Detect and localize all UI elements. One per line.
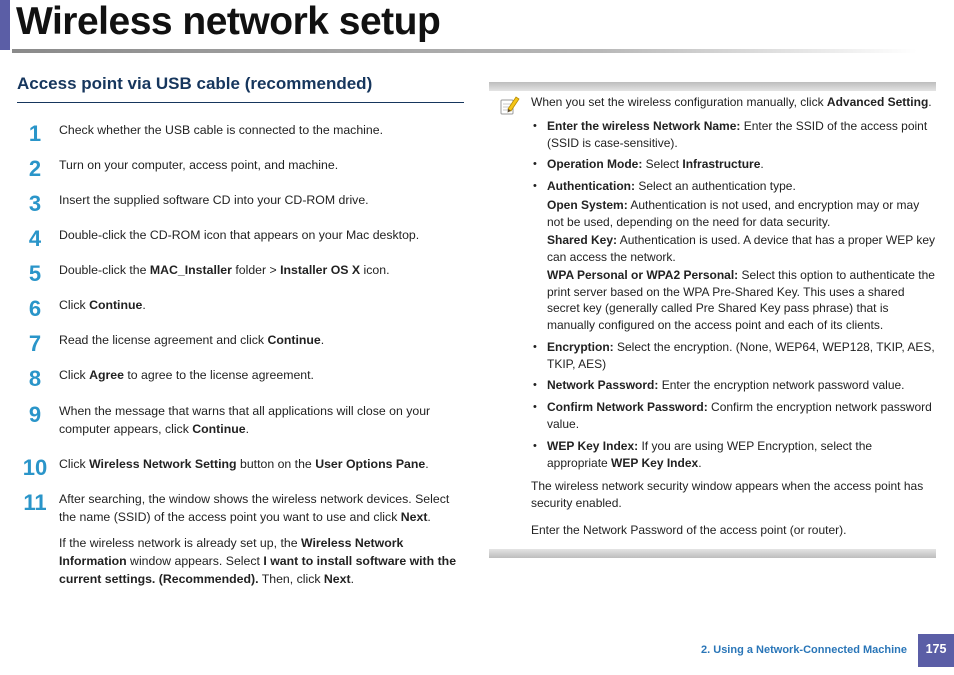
step-text: Read the license agreement and click Continue. <box>59 333 325 347</box>
note-item-wep-key-index: WEP Key Index: If you are using WEP Encryption, select the appropriate WEP Key Index. <box>547 439 873 470</box>
step-text: Double-click the CD-ROM icon that appears on your Mac desktop. <box>59 228 420 242</box>
auth-option-wpa-personal: WPA Personal or WPA2 Personal: Select this option to authenticate the print server based on the WPA Pre-Shared Key. This uses a shared secret key (generally called Pre Shared Key pass phrase) that is manually configured on the access point and each of its clients. <box>547 268 935 332</box>
step-text: Click Continue. <box>59 298 146 312</box>
step-text: Check whether the USB cable is connected to the machine. <box>59 123 384 137</box>
note-intro: When you set the wireless configuration manually, click Advanced Setting. <box>531 95 932 109</box>
step-text: Turn on your computer, access point, and machine. <box>59 158 339 172</box>
note-top-bar <box>489 82 936 91</box>
step-number: 11 <box>23 490 47 515</box>
bullet-marker: • <box>533 158 537 170</box>
section-title: Access point via USB cable (recommended) <box>17 74 373 93</box>
bullet-marker: • <box>533 401 537 413</box>
note-item-authentication: Authentication: Select an authentication type. <box>547 179 796 193</box>
footer-chapter-title: 2. Using a Network-Connected Machine <box>701 644 907 656</box>
step-number: 5 <box>28 261 42 286</box>
bullet-marker: • <box>533 120 537 132</box>
note-item-encryption: Encryption: Select the encryption. (None, WEP64, WEP128, TKIP, AES, TKIP, AES) <box>547 340 935 371</box>
note-security-window-text: The wireless network security window appears when the access point has security enabled. <box>531 479 924 510</box>
bullet-marker: • <box>533 341 537 353</box>
note-password-text: Enter the Network Password of the access point (or router). <box>531 523 847 537</box>
section-divider <box>17 102 464 103</box>
note-item-network-password: Network Password: Enter the encryption network password value. <box>547 378 905 392</box>
note-item-confirm-password: Confirm Network Password: Confirm the encryption network password value. <box>547 400 932 431</box>
step-number: 10 <box>22 455 48 480</box>
bullet-marker: • <box>533 379 537 391</box>
step-text: Insert the supplied software CD into your CD-ROM drive. <box>59 193 369 207</box>
bullet-marker: • <box>533 180 537 192</box>
pencil-note-icon <box>498 95 520 117</box>
page-title: Wireless network setup <box>16 0 441 43</box>
step-number: 8 <box>28 366 42 391</box>
step-text: After searching, the window shows the wireless network devices. Select the name (SSID) of the access point you want to use and click Next. <box>59 492 450 524</box>
step-text: Click Wireless Network Setting button on the User Options Pane. <box>59 457 429 471</box>
step-number: 3 <box>28 191 42 216</box>
step-number: 4 <box>28 226 42 251</box>
step-text: When the message that warns that all applications will close on your computer appears, click Continue. <box>59 404 431 436</box>
page-accent-bar <box>0 0 10 50</box>
note-box <box>489 82 936 558</box>
step-number: 7 <box>28 331 42 356</box>
page-number-badge: 175 <box>918 634 954 667</box>
step-number: 6 <box>28 296 42 321</box>
step-text-continuation: If the wireless network is already set up, the Wireless Network Information window appears. Select I want to install software with the current settings. (Recommended). Then, click Next. <box>59 536 457 586</box>
bullet-marker: • <box>533 440 537 452</box>
auth-option-shared-key: Shared Key: Authentication is used. A device that has a proper WEP key can access the network. <box>547 233 936 264</box>
step-text: Click Agree to agree to the license agreement. <box>59 368 314 382</box>
title-divider <box>12 49 917 53</box>
note-item-network-name: Enter the wireless Network Name: Enter the SSID of the access point (SSID is case-sensitive). <box>547 119 928 150</box>
note-item-operation-mode: Operation Mode: Select Infrastructure. <box>547 157 764 171</box>
step-text: Double-click the MAC_Installer folder > Installer OS X icon. <box>59 263 390 277</box>
step-number: 1 <box>28 121 42 146</box>
step-number: 9 <box>28 402 42 427</box>
step-number: 2 <box>28 156 42 181</box>
auth-option-open-system: Open System: Authentication is not used, and encryption may or may not be used, depending on the need for data security. <box>547 198 920 229</box>
note-bottom-bar <box>489 549 936 558</box>
